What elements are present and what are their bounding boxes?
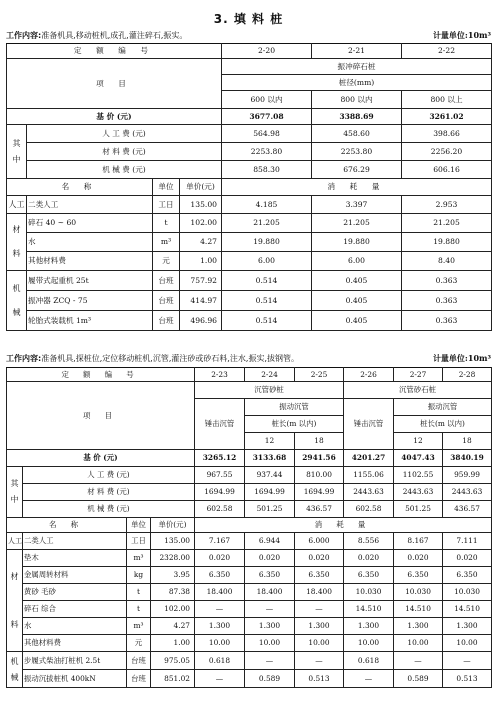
cost-value: 2253.80 [312, 143, 402, 161]
cost-value: 1694.99 [245, 484, 295, 501]
consumption-value: 6.350 [443, 567, 492, 584]
consumption-value: 14.510 [443, 601, 492, 618]
consumption-value: 0.514 [222, 291, 312, 311]
resource-unit: 元 [127, 635, 151, 652]
resource-unit: 台班 [127, 670, 151, 688]
method-vibro: 振动沉管 [394, 399, 492, 416]
category-material: 材 料 [7, 214, 27, 271]
resource-price: 757.92 [180, 271, 222, 291]
consumption-value: 0.405 [312, 311, 402, 331]
table1-work-content: 工作内容:准备机具,移动桩机,成孔,灌注碎石,振实。 [6, 31, 188, 40]
resource-name: 碎石 综合 [23, 601, 127, 618]
consumption-value: 0.020 [344, 550, 394, 567]
consumption-value: 8.556 [344, 533, 394, 550]
consumption-value: 6.350 [344, 567, 394, 584]
consumption-value: 0.405 [312, 271, 402, 291]
resource-name: 垫木 [23, 550, 127, 567]
consumption-header: 消 耗 量 [222, 179, 492, 196]
consumption-value: 10.030 [394, 584, 443, 601]
base-price: 4047.43 [394, 450, 443, 467]
resource-price: 975.05 [151, 652, 195, 670]
resource-price: 135.00 [180, 196, 222, 214]
price-header: 单价(元) [151, 518, 195, 533]
consumption-value: 0.514 [222, 271, 312, 291]
of-which-label: 其 中 [7, 125, 27, 179]
resource-unit: t [153, 214, 180, 233]
consumption-value: 18.400 [295, 584, 344, 601]
consumption-value: 7.167 [195, 533, 245, 550]
quota-code: 2-25 [295, 368, 344, 382]
page-title: 3. 填 料 桩 [213, 12, 284, 26]
base-price-label: 基 价 (元) [7, 109, 222, 125]
of-which-label: 其 中 [7, 467, 23, 518]
consumption-value: 21.205 [312, 214, 402, 233]
consumption-value: 6.00 [312, 252, 402, 271]
consumption-value: 14.510 [344, 601, 394, 618]
table2-unit: 计量单位:10m³ [432, 353, 491, 363]
consumption-value: 0.020 [245, 550, 295, 567]
resource-name: 二类人工 [27, 196, 153, 214]
cost-value: 501.25 [245, 501, 295, 518]
price-header: 单价(元) [180, 179, 222, 196]
resource-unit: m³ [127, 618, 151, 635]
resource-name: 步履式柴油打桩机 2.5t [23, 652, 127, 670]
consumption-value: 0.405 [312, 291, 402, 311]
consumption-value: — [443, 652, 492, 670]
resource-name: 水 [27, 233, 153, 252]
method-hammer: 锤击沉管 [344, 399, 394, 450]
resource-name: 履带式起重机 25t [27, 271, 153, 291]
consumption-value: 8.167 [394, 533, 443, 550]
consumption-value: 10.00 [195, 635, 245, 652]
resource-name: 轮胎式装载机 1m³ [27, 311, 153, 331]
consumption-value: 4.185 [222, 196, 312, 214]
resource-unit: m³ [127, 550, 151, 567]
base-price: 3677.08 [222, 109, 312, 125]
base-price: 2941.56 [295, 450, 344, 467]
resource-price: 2328.00 [151, 550, 195, 567]
resource-price: 414.97 [180, 291, 222, 311]
quota-table-2 [6, 367, 492, 688]
consumption-value: 0.618 [195, 652, 245, 670]
base-price: 4201.27 [344, 450, 394, 467]
quota-code: 2-21 [312, 44, 402, 59]
resource-price: 4.27 [151, 618, 195, 635]
cost-value: 602.58 [344, 501, 394, 518]
consumption-value: 0.513 [443, 670, 492, 688]
cost-value: 501.25 [394, 501, 443, 518]
resource-price: 3.95 [151, 567, 195, 584]
consumption-value: 18.400 [245, 584, 295, 601]
category-labor: 人工 [7, 533, 23, 550]
resource-price: 1.00 [151, 635, 195, 652]
length-value: 18 [295, 433, 344, 450]
cost-value: 436.57 [295, 501, 344, 518]
resource-unit: t [127, 584, 151, 601]
method-hammer: 锤击沉管 [195, 399, 245, 450]
consumption-value: — [245, 601, 295, 618]
cost-label: 机 械 费 (元) [27, 161, 222, 179]
consumption-value: 19.880 [222, 233, 312, 252]
cost-value: 2443.63 [443, 484, 492, 501]
cost-value: 1155.06 [344, 467, 394, 484]
cost-value: 602.58 [195, 501, 245, 518]
consumption-value: 0.589 [245, 670, 295, 688]
resource-name: 黄砂 毛砂 [23, 584, 127, 601]
cost-value: 967.55 [195, 467, 245, 484]
consumption-value: 0.020 [295, 550, 344, 567]
consumption-value: — [195, 670, 245, 688]
base-price-label: 基 价 (元) [7, 450, 195, 467]
consumption-value: 1.300 [195, 618, 245, 635]
consumption-value: 0.363 [402, 271, 492, 291]
resource-unit: 台班 [153, 311, 180, 331]
consumption-value: 19.880 [312, 233, 402, 252]
cost-value: 676.29 [312, 161, 402, 179]
cost-value: 436.57 [443, 501, 492, 518]
base-price: 3388.69 [312, 109, 402, 125]
quota-code: 2-28 [443, 368, 492, 382]
consumption-value: — [344, 670, 394, 688]
consumption-header: 消 耗 量 [195, 518, 492, 533]
range-header: 800 以上 [402, 91, 492, 109]
consumption-value: 0.020 [195, 550, 245, 567]
consumption-value: 6.350 [295, 567, 344, 584]
cost-value: 1694.99 [295, 484, 344, 501]
cost-value: 858.30 [222, 161, 312, 179]
consumption-value: 0.363 [402, 291, 492, 311]
base-price: 3133.68 [245, 450, 295, 467]
category-material: 材 料 [7, 550, 23, 652]
cost-value: 2256.20 [402, 143, 492, 161]
quota-code: 2-23 [195, 368, 245, 382]
quota-code: 2-26 [344, 368, 394, 382]
category-labor: 人工 [7, 196, 27, 214]
consumption-value: — [394, 652, 443, 670]
resource-name: 振动沉拔桩机 400kN [23, 670, 127, 688]
base-price: 3261.02 [402, 109, 492, 125]
table2-work-content: 工作内容:准备机具,探桩位,定位移动桩机,沉管,灌注砂或砂石料,注水,振实,拔钢管。 [6, 354, 300, 363]
cost-value: 810.00 [295, 467, 344, 484]
table1-unit: 计量单位:10m³ [432, 30, 491, 40]
consumption-value: 8.40 [402, 252, 492, 271]
consumption-value: 0.514 [222, 311, 312, 331]
cost-value: 2253.80 [222, 143, 312, 161]
cost-label: 人 工 费 (元) [23, 467, 195, 484]
consumption-value: 18.400 [195, 584, 245, 601]
item-label: 项 目 [7, 59, 222, 109]
pile-length-header: 桩长(m 以内) [394, 416, 492, 433]
cost-value: 606.16 [402, 161, 492, 179]
resource-name: 二类人工 [23, 533, 127, 550]
cost-value: 959.99 [443, 467, 492, 484]
consumption-value: 10.00 [245, 635, 295, 652]
type-header-sand: 沉管砂桩 [195, 382, 344, 399]
pile-length-header: 桩长(m 以内) [245, 416, 344, 433]
cost-label: 材 料 费 (元) [23, 484, 195, 501]
resource-price: 87.38 [151, 584, 195, 601]
quota-code-label: 定 额 编 号 [7, 368, 195, 382]
resource-unit: 工日 [153, 196, 180, 214]
resource-unit: 台班 [127, 652, 151, 670]
consumption-value: 6.350 [195, 567, 245, 584]
diameter-header: 桩径(mm) [222, 75, 492, 91]
consumption-value: — [195, 601, 245, 618]
method-vibro: 振动沉管 [245, 399, 344, 416]
length-value: 12 [394, 433, 443, 450]
cost-value: 564.98 [222, 125, 312, 143]
consumption-value: 10.00 [295, 635, 344, 652]
quota-table-1 [6, 43, 492, 331]
length-value: 12 [245, 433, 295, 450]
resource-price: 102.00 [180, 214, 222, 233]
consumption-value: 19.880 [402, 233, 492, 252]
unit-header: 单位 [153, 179, 180, 196]
quota-code: 2-27 [394, 368, 443, 382]
resource-price: 102.00 [151, 601, 195, 618]
consumption-value: 1.300 [245, 618, 295, 635]
cost-value: 1694.99 [195, 484, 245, 501]
base-price: 3265.12 [195, 450, 245, 467]
resource-unit: 工日 [127, 533, 151, 550]
resource-price: 1.00 [180, 252, 222, 271]
consumption-value: 10.00 [443, 635, 492, 652]
consumption-value: — [295, 652, 344, 670]
resource-name: 其他材料费 [27, 252, 153, 271]
consumption-value: 10.030 [443, 584, 492, 601]
consumption-value: 14.510 [394, 601, 443, 618]
base-price: 3840.19 [443, 450, 492, 467]
consumption-value: 2.953 [402, 196, 492, 214]
consumption-value: 7.111 [443, 533, 492, 550]
consumption-value: 0.513 [295, 670, 344, 688]
consumption-value: 6.000 [295, 533, 344, 550]
consumption-value: 6.350 [394, 567, 443, 584]
resource-price: 4.27 [180, 233, 222, 252]
resource-name: 振冲器 ZCQ - 75 [27, 291, 153, 311]
resource-name: 碎石 40 ~ 60 [27, 214, 153, 233]
name-header: 名 称 [7, 179, 153, 196]
consumption-value: 0.020 [443, 550, 492, 567]
consumption-value: 0.589 [394, 670, 443, 688]
cost-value: 398.66 [402, 125, 492, 143]
consumption-value: 10.00 [344, 635, 394, 652]
cost-value: 458.60 [312, 125, 402, 143]
consumption-value: 0.618 [344, 652, 394, 670]
quota-code-label: 定 额 编 号 [7, 44, 222, 59]
cost-value: 1102.55 [394, 467, 443, 484]
consumption-value: — [295, 601, 344, 618]
consumption-value: 1.300 [394, 618, 443, 635]
resource-price: 135.00 [151, 533, 195, 550]
method-header: 振冲碎石桩 [222, 59, 492, 75]
category-machine: 机 械 [7, 652, 23, 688]
range-header: 800 以内 [312, 91, 402, 109]
quota-code: 2-20 [222, 44, 312, 59]
consumption-value: 0.363 [402, 311, 492, 331]
consumption-value: 6.00 [222, 252, 312, 271]
consumption-value: 21.205 [222, 214, 312, 233]
length-value: 18 [443, 433, 492, 450]
resource-name: 其他材料费 [23, 635, 127, 652]
quota-code: 2-24 [245, 368, 295, 382]
resource-unit: 元 [153, 252, 180, 271]
resource-unit: t [127, 601, 151, 618]
category-machine: 机 械 [7, 271, 27, 331]
resource-price: 496.96 [180, 311, 222, 331]
cost-label: 人 工 费 (元) [27, 125, 222, 143]
cost-value: 937.44 [245, 467, 295, 484]
consumption-value: 6.350 [245, 567, 295, 584]
unit-header: 单位 [127, 518, 151, 533]
resource-unit: 台班 [153, 291, 180, 311]
consumption-value: 21.205 [402, 214, 492, 233]
item-label: 项 目 [7, 382, 195, 450]
consumption-value: 0.020 [394, 550, 443, 567]
consumption-value: 6.944 [245, 533, 295, 550]
cost-value: 2443.63 [344, 484, 394, 501]
resource-unit: m³ [153, 233, 180, 252]
consumption-value: 3.397 [312, 196, 402, 214]
consumption-value: 10.00 [394, 635, 443, 652]
resource-name: 水 [23, 618, 127, 635]
consumption-value: 1.300 [344, 618, 394, 635]
quota-code: 2-22 [402, 44, 492, 59]
consumption-value: 10.030 [344, 584, 394, 601]
cost-value: 2443.63 [394, 484, 443, 501]
cost-label: 机 械 费 (元) [23, 501, 195, 518]
resource-unit: kg [127, 567, 151, 584]
range-header: 600 以内 [222, 91, 312, 109]
resource-name: 金属周转材料 [23, 567, 127, 584]
resource-price: 851.02 [151, 670, 195, 688]
consumption-value: — [245, 652, 295, 670]
name-header: 名 称 [7, 518, 127, 533]
type-header-gravel: 沉管砂石桩 [344, 382, 492, 399]
consumption-value: 1.300 [295, 618, 344, 635]
consumption-value: 1.300 [443, 618, 492, 635]
cost-label: 材 料 费 (元) [27, 143, 222, 161]
resource-unit: 台班 [153, 271, 180, 291]
